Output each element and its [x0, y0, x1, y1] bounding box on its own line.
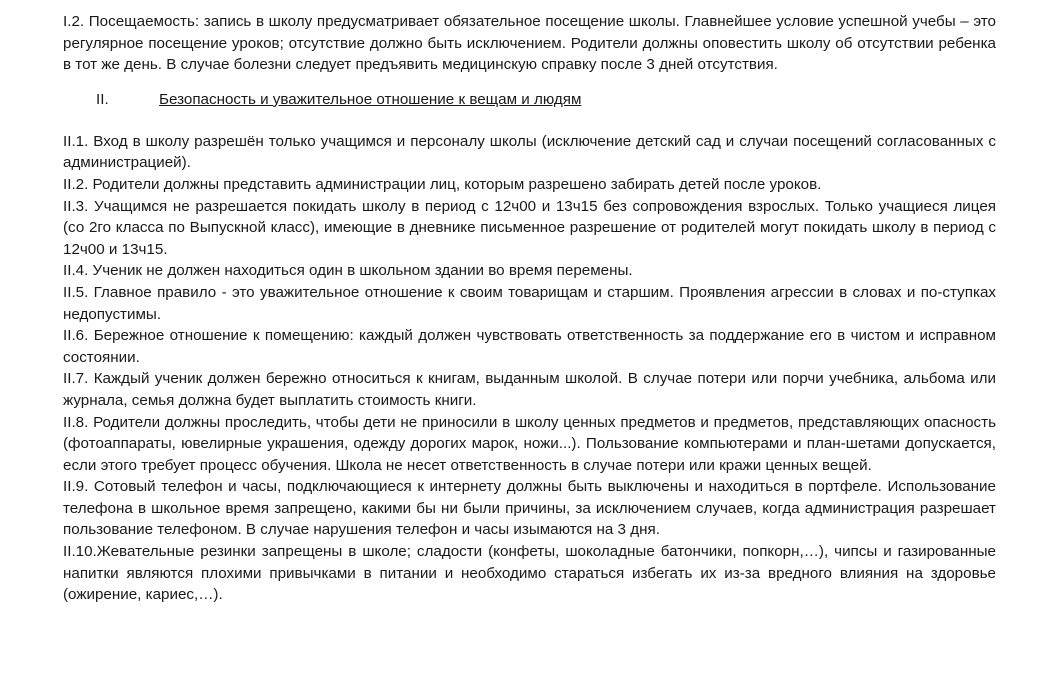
- rule-item-4: II.4. Ученик не должен находиться один в школьном здании во время перемены.: [63, 262, 633, 280]
- rule-item-1: II.1. Вход в школу разрешён только учащимся и персоналу школы (исключение детский сад и случаи посещений согласованных с администрацией).: [63, 132, 996, 172]
- rule-item-5: II.5. Главное правило - это уважительное отношение к своим товарищам и старшим. Проявления агрессии в словах и по-ступках недопустимы.: [63, 283, 996, 323]
- section-title: Безопасность и уважительное отношение к вещам и людям: [159, 90, 582, 108]
- rule-item-7: II.7. Каждый ученик должен бережно относиться к книгам, выданным школой. В случае потери или порчи учебника, альбома или журнала, семья должна будет выплатить стоимость книги.: [63, 370, 996, 409]
- rule-item-2: II.2. Родители должны представить администрации лиц, которым разрешено забирать детей после уроков.: [63, 175, 822, 193]
- rule-item-6: II.6. Бережное отношение к помещению: каждый должен чувствовать ответственность за поддержание его в чистом и исправном состоянии.: [63, 327, 996, 366]
- rule-item-9: II.9. Сотовый телефон и часы, подключающиеся к интернету должны быть выключены и находиться в портфеле. Использование телефона в школьное время запрещено, какими бы ни были причины, за исключением случаев, когда администрация разрешает пользование телефоном. В случае нарушения телефон и часы изымаются на 3 дня.: [63, 478, 996, 539]
- paragraph-attendance: I.2. Посещаемость: запись в школу предусматривает обязательное посещение школы. Главнейшее условие успешной учебы – это регулярное посещение уроков; отсутствие должно быть исключением. Родители должны оповестить школу об отсутствии ребенка в тот же день. В случае болезни следует предъявить медицинскую справку после 3 дней отсутствия.: [63, 13, 996, 74]
- document-body: [63, 11, 996, 606]
- rule-item-3: II.3. Учащимся не разрешается покидать школу в период с 12ч00 и 13ч15 без сопровождения взрослых. Только учащиеся лицея (со 2го класса по Выпускной класс), имеющие в дневнике письменное разрешение от родителей могут покидать школу в период с 12ч00 и 13ч15.: [63, 197, 996, 258]
- section-number: II.: [96, 90, 109, 108]
- section-heading: [63, 89, 996, 111]
- rule-item-8: II.8. Родители должны проследить, чтобы дети не приносили в школу ценных предметов и предметов, представляющих опасность (фотоаппараты, ювелирные украшения, одежду дорогих марок, ножи...). Пользование компьютерами и план-шетами допускается, если этого требует процесс обучения. Школа не несет ответственность в случае потери или кражи ценных вещей.: [63, 413, 996, 474]
- rule-item-10: II.10.Жевательные резинки запрещены в школе; сладости (конфеты, шоколадные батончики, попкорн,…), чипсы и газированные напитки являются плохими привычками в питании и необходимо стараться избегать их из-за вредного влияния на здоровье (ожирение, кариес,…).: [63, 543, 996, 604]
